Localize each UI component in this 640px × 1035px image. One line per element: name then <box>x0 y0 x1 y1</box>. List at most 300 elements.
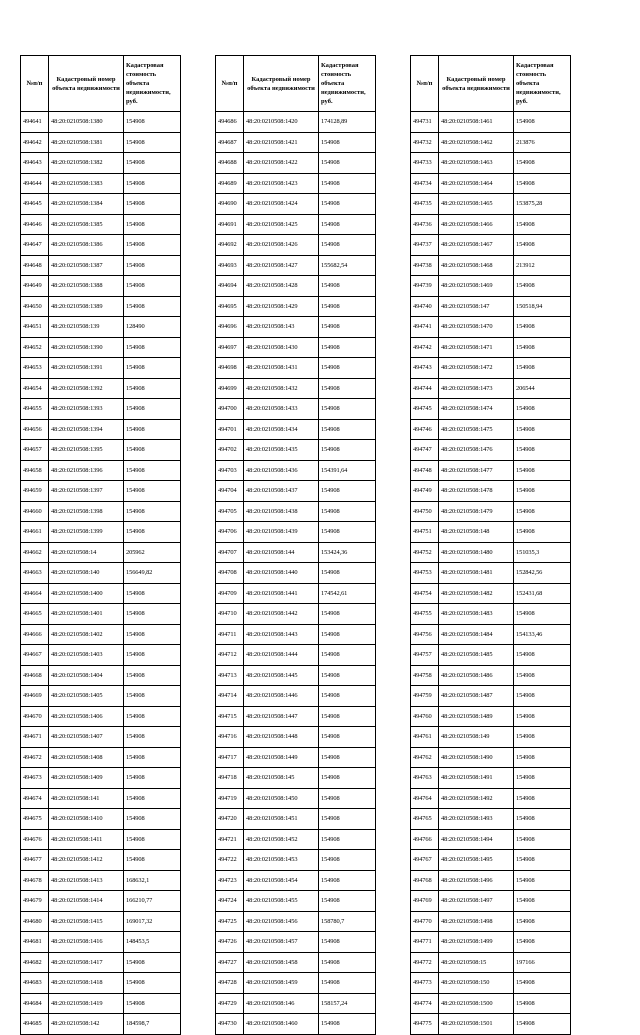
cell-cadastral-number: 48:20:0210508:1408 <box>49 747 124 768</box>
cell-cadastral-cost: 154908 <box>514 419 571 440</box>
cell-number: 494689 <box>216 173 244 194</box>
cell-number: 494763 <box>411 768 439 789</box>
cell-cadastral-cost: 154908 <box>319 788 376 809</box>
cell-cadastral-number: 48:20:0210508:1411 <box>49 829 124 850</box>
table-row <box>216 788 376 809</box>
cell-cadastral-cost: 154908 <box>514 870 571 891</box>
cell-number: 494704 <box>216 481 244 502</box>
cell-cadastral-cost: 154908 <box>319 481 376 502</box>
cell-cadastral-cost: 154908 <box>124 194 181 215</box>
table-row <box>216 686 376 707</box>
table-row <box>21 112 181 133</box>
table-row <box>411 932 571 953</box>
table-row <box>216 399 376 420</box>
table-row <box>411 891 571 912</box>
cell-cadastral-cost: 154908 <box>514 809 571 830</box>
cell-cadastral-number: 48:20:0210508:1443 <box>244 624 319 645</box>
table-row <box>216 870 376 891</box>
cell-cadastral-number: 48:20:0210508:1417 <box>49 952 124 973</box>
cell-number: 494647 <box>21 235 49 256</box>
cell-number: 494708 <box>216 563 244 584</box>
cell-cadastral-cost: 154908 <box>124 788 181 809</box>
cell-cadastral-cost: 154908 <box>124 645 181 666</box>
cell-cadastral-cost: 154908 <box>319 501 376 522</box>
cell-cadastral-cost: 154908 <box>319 194 376 215</box>
table-row <box>216 768 376 789</box>
table-row <box>411 768 571 789</box>
cell-cadastral-cost: 174542,61 <box>319 583 376 604</box>
cell-number: 494762 <box>411 747 439 768</box>
cell-number: 494648 <box>21 255 49 276</box>
cell-number: 494664 <box>21 583 49 604</box>
cell-cadastral-cost: 154908 <box>319 891 376 912</box>
table-row <box>411 952 571 973</box>
cell-cadastral-number: 48:20:0210508:1482 <box>439 583 514 604</box>
table-row <box>21 173 181 194</box>
table-row <box>21 665 181 686</box>
cell-cadastral-number: 48:20:0210508:1490 <box>439 747 514 768</box>
table-row <box>216 419 376 440</box>
cell-number: 494692 <box>216 235 244 256</box>
cell-cadastral-cost: 154391,64 <box>319 460 376 481</box>
table-row <box>21 891 181 912</box>
cell-cadastral-cost: 154908 <box>514 317 571 338</box>
table-row <box>216 378 376 399</box>
cell-cadastral-number: 48:20:0210508:1410 <box>49 809 124 830</box>
cell-cadastral-number: 48:20:0210508:1468 <box>439 255 514 276</box>
cell-cadastral-cost: 154908 <box>319 604 376 625</box>
table-row <box>21 399 181 420</box>
table-row <box>21 522 181 543</box>
cell-number: 494727 <box>216 952 244 973</box>
cell-number: 494766 <box>411 829 439 850</box>
cell-number: 494643 <box>21 153 49 174</box>
cell-number: 494735 <box>411 194 439 215</box>
cell-cadastral-number: 48:20:0210508:1428 <box>244 276 319 297</box>
cell-number: 494771 <box>411 932 439 953</box>
cell-cadastral-number: 48:20:0210508:1491 <box>439 768 514 789</box>
cell-cadastral-number: 48:20:0210508:1422 <box>244 153 319 174</box>
cell-cadastral-number: 48:20:0210508:1421 <box>244 132 319 153</box>
table-row <box>216 891 376 912</box>
cell-cadastral-cost: 154908 <box>514 276 571 297</box>
cell-cadastral-cost: 174128,89 <box>319 112 376 133</box>
cell-cadastral-number: 48:20:0210508:1464 <box>439 173 514 194</box>
cell-cadastral-number: 48:20:0210508:1499 <box>439 932 514 953</box>
cell-number: 494740 <box>411 296 439 317</box>
cell-cadastral-cost: 152431,68 <box>514 583 571 604</box>
cell-cadastral-cost: 158157,24 <box>319 993 376 1014</box>
table-row <box>411 788 571 809</box>
cell-cadastral-cost: 154908 <box>319 932 376 953</box>
table-row <box>216 993 376 1014</box>
header-number: №п/п <box>411 56 439 112</box>
cadastral-table-2 <box>215 55 376 1035</box>
cell-cadastral-number: 48:20:0210508:1452 <box>244 829 319 850</box>
cell-cadastral-cost: 154908 <box>319 296 376 317</box>
cell-cadastral-cost: 154908 <box>514 337 571 358</box>
table-row <box>411 173 571 194</box>
cell-cadastral-cost: 154908 <box>124 973 181 994</box>
cell-cadastral-number: 48:20:0210508:1432 <box>244 378 319 399</box>
table-row <box>21 604 181 625</box>
cell-cadastral-cost: 154908 <box>319 1014 376 1035</box>
cell-cadastral-number: 48:20:0210508:1487 <box>439 686 514 707</box>
cell-cadastral-cost: 154908 <box>514 460 571 481</box>
table-row <box>411 727 571 748</box>
table-row <box>21 337 181 358</box>
cell-cadastral-number: 48:20:0210508:1391 <box>49 358 124 379</box>
cell-cadastral-number: 48:20:0210508:1473 <box>439 378 514 399</box>
cell-cadastral-number: 48:20:0210508:1399 <box>49 522 124 543</box>
cell-cadastral-cost: 197166 <box>514 952 571 973</box>
cell-cadastral-cost: 154908 <box>124 235 181 256</box>
cell-cadastral-cost: 154908 <box>514 522 571 543</box>
table-row <box>21 911 181 932</box>
cell-cadastral-cost: 168632,1 <box>124 870 181 891</box>
cell-cadastral-number: 48:20:0210508:1407 <box>49 727 124 748</box>
table-row <box>216 706 376 727</box>
cell-cadastral-cost: 154908 <box>514 829 571 850</box>
cell-cadastral-number: 48:20:0210508:1383 <box>49 173 124 194</box>
cell-cadastral-cost: 154908 <box>319 358 376 379</box>
cell-cadastral-number: 48:20:0210508:1412 <box>49 850 124 871</box>
table-row <box>21 296 181 317</box>
cell-number: 494715 <box>216 706 244 727</box>
cell-cadastral-cost: 148453,5 <box>124 932 181 953</box>
cell-cadastral-cost: 154908 <box>319 214 376 235</box>
cell-number: 494750 <box>411 501 439 522</box>
cell-cadastral-number: 48:20:0210508:1460 <box>244 1014 319 1035</box>
cell-cadastral-cost: 154908 <box>514 727 571 748</box>
table-row <box>216 214 376 235</box>
table-row <box>411 1014 571 1035</box>
cell-cadastral-number: 48:20:0210508:1409 <box>49 768 124 789</box>
cell-cadastral-cost: 154908 <box>319 399 376 420</box>
cell-cadastral-number: 48:20:0210508:1457 <box>244 932 319 953</box>
cell-cadastral-number: 48:20:0210508:1466 <box>439 214 514 235</box>
cell-cadastral-cost: 154908 <box>124 419 181 440</box>
table-row <box>216 604 376 625</box>
cell-cadastral-number: 48:20:0210508:1479 <box>439 501 514 522</box>
cell-cadastral-cost: 154908 <box>124 809 181 830</box>
cell-number: 494687 <box>216 132 244 153</box>
table-row <box>216 1014 376 1035</box>
cell-number: 494759 <box>411 686 439 707</box>
table-row <box>21 317 181 338</box>
cell-number: 494717 <box>216 747 244 768</box>
cell-number: 494700 <box>216 399 244 420</box>
cell-cadastral-cost: 154908 <box>124 214 181 235</box>
cell-number: 494716 <box>216 727 244 748</box>
cell-cadastral-number: 48:20:0210508:1484 <box>439 624 514 645</box>
cell-number: 494725 <box>216 911 244 932</box>
table-row <box>411 460 571 481</box>
cell-cadastral-number: 48:20:0210508:1401 <box>49 604 124 625</box>
cell-number: 494645 <box>21 194 49 215</box>
cell-number: 494698 <box>216 358 244 379</box>
cell-cadastral-cost: 154908 <box>319 522 376 543</box>
cell-cadastral-number: 48:20:0210508:1450 <box>244 788 319 809</box>
header-cadastral-number: Кадастровый номер объекта недвижимости <box>49 56 124 112</box>
cell-number: 494751 <box>411 522 439 543</box>
cell-number: 494748 <box>411 460 439 481</box>
cell-cadastral-number: 48:20:0210508:1448 <box>244 727 319 748</box>
table-row <box>216 973 376 994</box>
cell-cadastral-cost: 155682,54 <box>319 255 376 276</box>
cell-cadastral-cost: 154908 <box>514 686 571 707</box>
cell-cadastral-cost: 154908 <box>514 645 571 666</box>
cell-cadastral-cost: 154908 <box>124 296 181 317</box>
table-row <box>411 973 571 994</box>
cell-number: 494677 <box>21 850 49 871</box>
cell-cadastral-cost: 154908 <box>319 665 376 686</box>
cell-number: 494756 <box>411 624 439 645</box>
table-row <box>21 850 181 871</box>
table-row <box>411 194 571 215</box>
cell-cadastral-number: 48:20:0210508:1467 <box>439 235 514 256</box>
cell-cadastral-number: 48:20:0210508:1386 <box>49 235 124 256</box>
cell-number: 494765 <box>411 809 439 830</box>
table-row <box>21 460 181 481</box>
cell-cadastral-cost: 154908 <box>124 706 181 727</box>
cell-cadastral-cost: 154908 <box>124 132 181 153</box>
cell-cadastral-cost: 154908 <box>514 481 571 502</box>
table-row <box>21 235 181 256</box>
table-row <box>21 1014 181 1035</box>
cell-cadastral-cost: 154908 <box>124 112 181 133</box>
cell-cadastral-cost: 154908 <box>319 563 376 584</box>
cell-cadastral-cost: 154908 <box>124 727 181 748</box>
cell-number: 494712 <box>216 645 244 666</box>
table-row <box>21 952 181 973</box>
table-row <box>411 911 571 932</box>
cell-number: 494767 <box>411 850 439 871</box>
cell-cadastral-cost: 154908 <box>124 440 181 461</box>
cell-cadastral-number: 48:20:0210508:1471 <box>439 337 514 358</box>
cell-cadastral-cost: 154908 <box>319 686 376 707</box>
cell-cadastral-number: 48:20:0210508:148 <box>439 522 514 543</box>
table-row <box>216 747 376 768</box>
table-row <box>216 337 376 358</box>
cell-cadastral-cost: 154908 <box>124 850 181 871</box>
cell-cadastral-number: 48:20:0210508:1402 <box>49 624 124 645</box>
cell-cadastral-number: 48:20:0210508:1465 <box>439 194 514 215</box>
cell-cadastral-number: 48:20:0210508:149 <box>439 727 514 748</box>
cell-cadastral-number: 48:20:0210508:1425 <box>244 214 319 235</box>
table-row <box>411 358 571 379</box>
cell-cadastral-cost: 154908 <box>514 440 571 461</box>
cadastral-table-3 <box>410 55 571 1035</box>
cell-cadastral-number: 48:20:0210508:1437 <box>244 481 319 502</box>
cell-cadastral-number: 48:20:0210508:1459 <box>244 973 319 994</box>
cell-number: 494701 <box>216 419 244 440</box>
cell-cadastral-number: 48:20:0210508:1463 <box>439 153 514 174</box>
table-row <box>216 563 376 584</box>
cell-number: 494666 <box>21 624 49 645</box>
cell-number: 494669 <box>21 686 49 707</box>
table-row <box>411 153 571 174</box>
cell-number: 494694 <box>216 276 244 297</box>
cell-cadastral-cost: 154908 <box>124 522 181 543</box>
table-row <box>411 399 571 420</box>
table-row <box>216 276 376 297</box>
cell-number: 494662 <box>21 542 49 563</box>
cell-cadastral-cost: 154908 <box>124 993 181 1014</box>
table-row <box>21 768 181 789</box>
cell-cadastral-number: 48:20:0210508:1454 <box>244 870 319 891</box>
cell-number: 494668 <box>21 665 49 686</box>
cell-number: 494696 <box>216 317 244 338</box>
cell-cadastral-number: 48:20:0210508:1429 <box>244 296 319 317</box>
cell-cadastral-cost: 154908 <box>319 440 376 461</box>
table-row <box>411 624 571 645</box>
table-header-row <box>216 56 376 112</box>
cell-number: 494728 <box>216 973 244 994</box>
cell-cadastral-cost: 154908 <box>124 153 181 174</box>
cell-cadastral-cost: 154908 <box>514 911 571 932</box>
cell-cadastral-number: 48:20:0210508:1420 <box>244 112 319 133</box>
cell-cadastral-number: 48:20:0210508:1413 <box>49 870 124 891</box>
cell-cadastral-number: 48:20:0210508:143 <box>244 317 319 338</box>
cell-cadastral-number: 48:20:0210508:1414 <box>49 891 124 912</box>
cell-cadastral-cost: 154908 <box>514 604 571 625</box>
cell-number: 494685 <box>21 1014 49 1035</box>
cell-number: 494743 <box>411 358 439 379</box>
cell-number: 494673 <box>21 768 49 789</box>
cell-number: 494693 <box>216 255 244 276</box>
table-row <box>21 993 181 1014</box>
cell-cadastral-cost: 154908 <box>319 378 376 399</box>
table-row <box>21 214 181 235</box>
cell-cadastral-number: 48:20:0210508:1472 <box>439 358 514 379</box>
table-row <box>216 358 376 379</box>
cell-cadastral-cost: 154908 <box>514 932 571 953</box>
cell-number: 494660 <box>21 501 49 522</box>
cell-cadastral-cost: 154908 <box>514 358 571 379</box>
cell-cadastral-number: 48:20:0210508:1455 <box>244 891 319 912</box>
cell-cadastral-cost: 153875,28 <box>514 194 571 215</box>
cell-cadastral-number: 48:20:0210508:1492 <box>439 788 514 809</box>
cell-cadastral-cost: 154908 <box>124 501 181 522</box>
table-row <box>216 645 376 666</box>
cell-cadastral-number: 48:20:0210508:1398 <box>49 501 124 522</box>
table-row <box>21 624 181 645</box>
cell-cadastral-number: 48:20:0210508:1476 <box>439 440 514 461</box>
cell-cadastral-number: 48:20:0210508:1415 <box>49 911 124 932</box>
cell-cadastral-cost: 154908 <box>319 870 376 891</box>
cell-cadastral-number: 48:20:0210508:1501 <box>439 1014 514 1035</box>
table-row <box>411 645 571 666</box>
cell-cadastral-number: 48:20:0210508:139 <box>49 317 124 338</box>
cell-cadastral-cost: 154908 <box>124 276 181 297</box>
cell-cadastral-number: 48:20:0210508:1495 <box>439 850 514 871</box>
cell-cadastral-cost: 154908 <box>124 686 181 707</box>
cell-cadastral-number: 48:20:0210508:1451 <box>244 809 319 830</box>
cell-cadastral-cost: 154908 <box>514 153 571 174</box>
table-row <box>21 686 181 707</box>
cell-cadastral-cost: 154908 <box>319 645 376 666</box>
cell-number: 494769 <box>411 891 439 912</box>
table-row <box>21 378 181 399</box>
cell-cadastral-cost: 154908 <box>319 727 376 748</box>
cell-number: 494691 <box>216 214 244 235</box>
cell-cadastral-cost: 154908 <box>319 624 376 645</box>
cell-number: 494711 <box>216 624 244 645</box>
cell-cadastral-number: 48:20:0210508:1406 <box>49 706 124 727</box>
cell-number: 494650 <box>21 296 49 317</box>
cell-cadastral-number: 48:20:0210508:1385 <box>49 214 124 235</box>
cell-number: 494681 <box>21 932 49 953</box>
cell-cadastral-cost: 154908 <box>124 460 181 481</box>
cell-number: 494723 <box>216 870 244 891</box>
table-row <box>411 522 571 543</box>
cell-cadastral-number: 48:20:0210508:1461 <box>439 112 514 133</box>
cell-cadastral-cost: 152842,56 <box>514 563 571 584</box>
cell-cadastral-number: 48:20:0210508:141 <box>49 788 124 809</box>
cell-cadastral-number: 48:20:0210508:1436 <box>244 460 319 481</box>
cell-cadastral-number: 48:20:0210508:1486 <box>439 665 514 686</box>
cell-number: 494646 <box>21 214 49 235</box>
cell-cadastral-number: 48:20:0210508:1444 <box>244 645 319 666</box>
cell-cadastral-number: 48:20:0210508:1382 <box>49 153 124 174</box>
cell-number: 494653 <box>21 358 49 379</box>
cell-cadastral-number: 48:20:0210508:1405 <box>49 686 124 707</box>
cell-cadastral-number: 48:20:0210508:1481 <box>439 563 514 584</box>
cell-number: 494731 <box>411 112 439 133</box>
table-row <box>216 809 376 830</box>
table-row <box>411 481 571 502</box>
table-row <box>216 932 376 953</box>
cell-number: 494775 <box>411 1014 439 1035</box>
cell-cadastral-number: 48:20:0210508:1475 <box>439 419 514 440</box>
table-row <box>411 337 571 358</box>
cell-number: 494729 <box>216 993 244 1014</box>
table-row <box>411 747 571 768</box>
cell-cadastral-number: 48:20:0210508:144 <box>244 542 319 563</box>
cell-cadastral-number: 48:20:0210508:1394 <box>49 419 124 440</box>
table-row <box>411 686 571 707</box>
cell-cadastral-number: 48:20:0210508:1380 <box>49 112 124 133</box>
cell-number: 494705 <box>216 501 244 522</box>
cell-number: 494661 <box>21 522 49 543</box>
cell-number: 494738 <box>411 255 439 276</box>
cell-number: 494741 <box>411 317 439 338</box>
cell-number: 494714 <box>216 686 244 707</box>
cell-cadastral-cost: 154133,46 <box>514 624 571 645</box>
cell-cadastral-cost: 154908 <box>319 952 376 973</box>
cell-cadastral-number: 48:20:0210508:1424 <box>244 194 319 215</box>
cell-cadastral-number: 48:20:0210508:1426 <box>244 235 319 256</box>
table-row <box>411 706 571 727</box>
cell-cadastral-cost: 154908 <box>124 952 181 973</box>
cell-number: 494665 <box>21 604 49 625</box>
table-header-row <box>21 56 181 112</box>
table-row <box>216 829 376 850</box>
cell-number: 494737 <box>411 235 439 256</box>
cell-number: 494719 <box>216 788 244 809</box>
cell-cadastral-number: 48:20:0210508:140 <box>49 563 124 584</box>
cell-cadastral-number: 48:20:0210508:1433 <box>244 399 319 420</box>
table-row <box>21 583 181 604</box>
table-row <box>411 829 571 850</box>
cell-cadastral-number: 48:20:0210508:1430 <box>244 337 319 358</box>
cell-cadastral-number: 48:20:0210508:1498 <box>439 911 514 932</box>
cell-cadastral-cost: 154908 <box>514 891 571 912</box>
table-header-row <box>411 56 571 112</box>
table-row <box>21 809 181 830</box>
cell-number: 494760 <box>411 706 439 727</box>
